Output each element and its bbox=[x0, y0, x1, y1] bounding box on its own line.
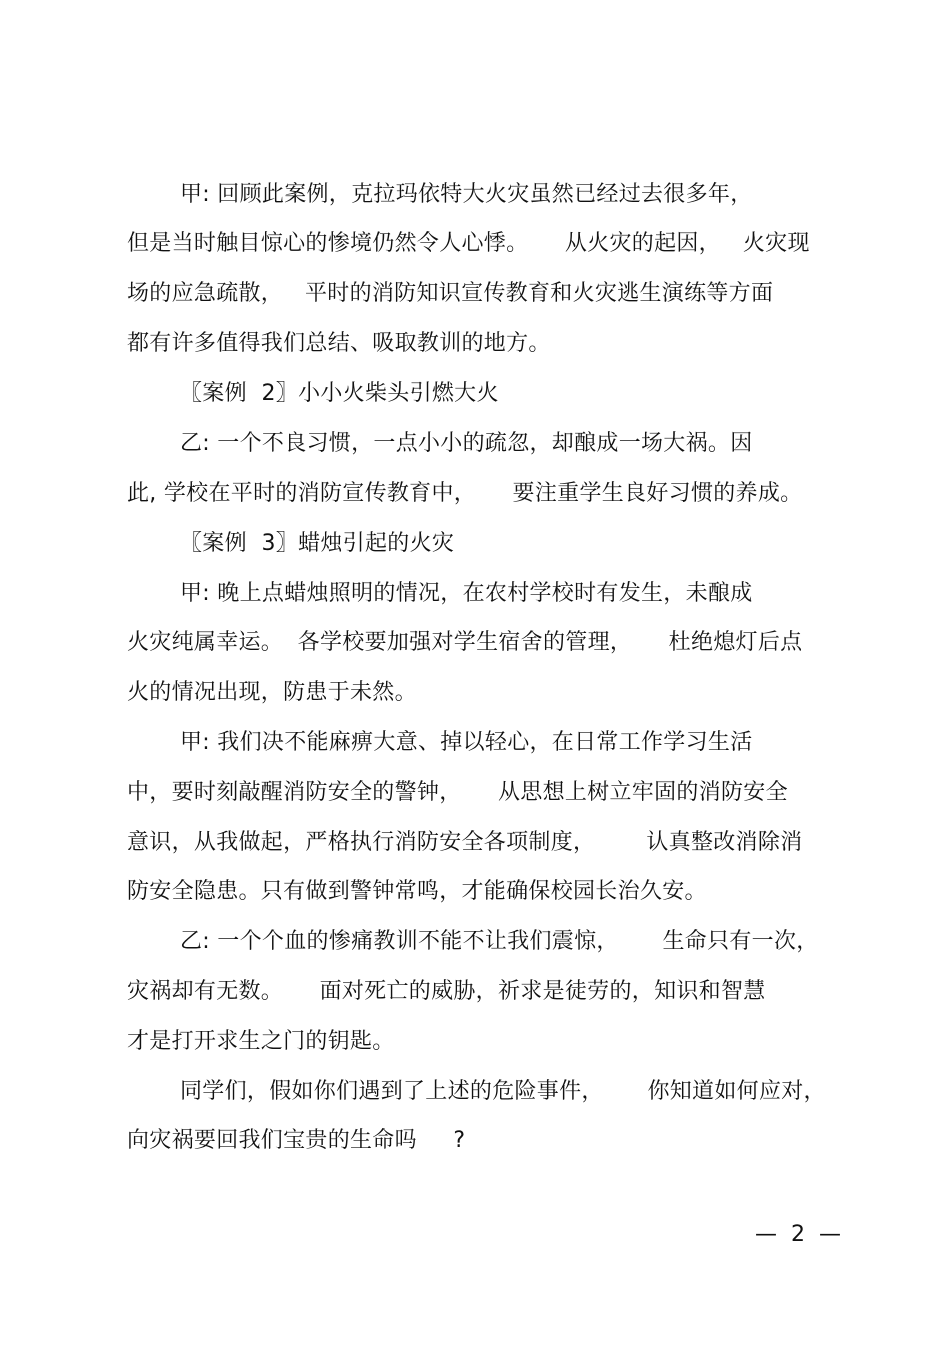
text-line: 中，要时刻敲醒消防安全的警钟， 从思想上树立牢固的消防安全 bbox=[127, 780, 788, 805]
case-heading: 〖案例 2〗小小火柴头引燃大火 bbox=[180, 381, 499, 406]
text-line: 都有许多值得我们总结、吸取教训的地方。 bbox=[127, 331, 551, 356]
text-line: 场的应急疏散， 平时的消防知识宣传教育和火灾逃生演练等方面 bbox=[127, 281, 774, 306]
text-line: 火灾纯属幸运。 各学校要加强对学生宿舍的管理， 杜绝熄灯后点 bbox=[127, 630, 803, 655]
text-line: 甲: 我们决不能麻痹大意、掉以轻心，在日常工作学习生活 bbox=[180, 730, 753, 755]
text-line: 同学们，假如你们遇到了上述的危险事件， 你知道如何应对， bbox=[180, 1079, 826, 1104]
text-line: 甲: 回顾此案例，克拉玛依特大火灾虽然已经过去很多年， bbox=[180, 182, 753, 207]
text-line: 甲: 晚上点蜡烛照明的情况，在农村学校时有发生，未酿成 bbox=[180, 581, 753, 606]
text-line: 乙: 一个个血的惨痛教训不能不让我们震惊， 生命只有一次， bbox=[180, 929, 819, 954]
text-line: 防安全隐患。只有做到警钟常鸣，才能确保校园长治久安。 bbox=[127, 879, 707, 904]
text-line: 乙: 一个不良习惯，一点小小的疏忽，却酿成一场大祸。因 bbox=[180, 431, 753, 456]
text-line: 意识，从我做起，严格执行消防安全各项制度， 认真整改消除消 bbox=[127, 830, 803, 855]
text-line: 但是当时触目惊心的惨境仍然令人心悸。 从火灾的起因， 火灾现 bbox=[127, 231, 810, 256]
page-number: — 2 — bbox=[755, 1222, 841, 1247]
text-line: 火的情况出现，防患于未然。 bbox=[127, 680, 417, 705]
text-line: 此, 学校在平时的消防宣传教育中， 要注重学生良好习惯的养成。 bbox=[127, 481, 803, 506]
case-heading: 〖案例 3〗蜡烛引起的火灾 bbox=[180, 531, 455, 556]
text-line: 才是打开求生之门的钥匙。 bbox=[127, 1029, 395, 1054]
text-line: 灾祸却有无数。 面对死亡的威胁，祈求是徒劳的，知识和智慧 bbox=[127, 979, 766, 1004]
text-line: 向灾祸要回我们宝贵的生命吗 ? bbox=[127, 1128, 466, 1153]
